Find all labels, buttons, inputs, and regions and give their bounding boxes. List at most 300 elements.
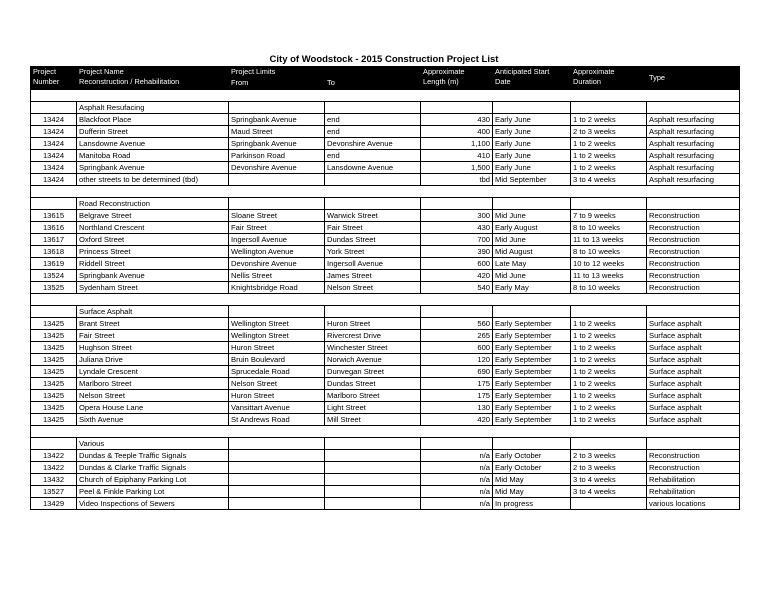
section-spacer-cell <box>325 197 421 209</box>
cell-start: Mid June <box>493 233 571 245</box>
cell-name: Brant Street <box>77 317 229 329</box>
cell-type: Asphalt resurfacing <box>647 137 740 149</box>
table-row <box>31 245 740 257</box>
header-from: From <box>229 78 325 89</box>
cell-num: 13424 <box>31 113 77 125</box>
cell-type: Surface asphalt <box>647 329 740 341</box>
spacer-cell <box>571 89 647 101</box>
cell-from: Nellis Street <box>229 269 325 281</box>
cell-length: 390 <box>421 245 493 257</box>
table-row <box>31 149 740 161</box>
cell-length: 175 <box>421 377 493 389</box>
cell-start: Early June <box>493 137 571 149</box>
header-project-name-line2: Reconstruction / Rehabilitation <box>79 76 180 86</box>
page-title: City of Woodstock - 2015 Construction Project List <box>269 54 499 65</box>
section-spacer-cell <box>229 305 325 317</box>
cell-type: Reconstruction <box>647 221 740 233</box>
header-length <box>421 67 493 90</box>
cell-name: Lyndale Crescent <box>77 365 229 377</box>
header-start <box>493 67 571 90</box>
cell-type: Surface asphalt <box>647 353 740 365</box>
spacer-row <box>31 89 740 101</box>
cell-num: 13424 <box>31 173 77 185</box>
cell-to: James Street <box>325 269 421 281</box>
spacer-cell <box>493 425 571 437</box>
section-spacer-cell <box>647 305 740 317</box>
table-row <box>31 221 740 233</box>
cell-start: Early June <box>493 113 571 125</box>
spacer-cell <box>647 425 740 437</box>
cell-name: Juliana Drive <box>77 353 229 365</box>
table-row <box>31 401 740 413</box>
cell-type: Surface asphalt <box>647 413 740 425</box>
cell-start: Early September <box>493 377 571 389</box>
header-project-name <box>77 67 229 90</box>
section-spacer-cell <box>421 197 493 209</box>
header-duration-line1: Approximate <box>573 67 615 76</box>
cell-type: Rehabilitation <box>647 485 740 497</box>
spacer-cell <box>421 425 493 437</box>
cell-type: Reconstruction <box>647 461 740 473</box>
spacer-cell <box>229 89 325 101</box>
cell-to <box>325 497 421 509</box>
table-row <box>31 173 740 185</box>
table-row <box>31 161 740 173</box>
cell-from: Fair Street <box>229 221 325 233</box>
cell-type: Surface asphalt <box>647 341 740 353</box>
section-title: Asphalt Resufacing <box>77 101 229 113</box>
cell-type: Rehabilitation <box>647 473 740 485</box>
cell-type: Surface asphalt <box>647 401 740 413</box>
cell-length: 410 <box>421 149 493 161</box>
cell-duration: 2 to 3 weeks <box>571 461 647 473</box>
cell-from: Wellington Street <box>229 329 325 341</box>
header-length-line2: Length (m) <box>423 76 459 86</box>
cell-length: 540 <box>421 281 493 293</box>
cell-from <box>229 173 325 185</box>
cell-from <box>229 473 325 485</box>
cell-from <box>229 485 325 497</box>
cell-name: Nelson Street <box>77 389 229 401</box>
section-spacer-cell <box>493 197 571 209</box>
cell-duration: 1 to 2 weeks <box>571 161 647 173</box>
cell-type: Surface asphalt <box>647 365 740 377</box>
cell-to: Fair Street <box>325 221 421 233</box>
cell-name: Sixth Avenue <box>77 413 229 425</box>
section-spacer-cell <box>229 101 325 113</box>
cell-name: other streets to be determined (tbd) <box>77 173 229 185</box>
table-row <box>31 329 740 341</box>
table-row <box>31 257 740 269</box>
cell-start: Early October <box>493 449 571 461</box>
header-start-line1: Anticipated Start <box>495 67 550 76</box>
cell-to <box>325 173 421 185</box>
section-spacer-cell <box>31 101 77 113</box>
cell-start: Early September <box>493 389 571 401</box>
cell-name: Dundas & Clarke Traffic Signals <box>77 461 229 473</box>
cell-type: Asphalt resurfacing <box>647 113 740 125</box>
cell-start: Mid September <box>493 173 571 185</box>
table-row <box>31 341 740 353</box>
cell-length: 420 <box>421 269 493 281</box>
cell-from <box>229 449 325 461</box>
spacer-cell <box>647 89 740 101</box>
cell-from: Devonshire Avenue <box>229 161 325 173</box>
spacer-cell <box>31 425 77 437</box>
spacer-cell <box>493 89 571 101</box>
header-to: To <box>325 78 421 89</box>
cell-num: 13422 <box>31 461 77 473</box>
cell-length: 175 <box>421 389 493 401</box>
cell-type: Surface asphalt <box>647 377 740 389</box>
spacer-cell <box>31 185 77 197</box>
spacer-cell <box>325 425 421 437</box>
cell-num: 13615 <box>31 209 77 221</box>
cell-duration: 1 to 2 weeks <box>571 377 647 389</box>
cell-from <box>229 497 325 509</box>
cell-length: n/a <box>421 461 493 473</box>
cell-length: n/a <box>421 497 493 509</box>
section-spacer-cell <box>571 101 647 113</box>
cell-length: 1,100 <box>421 137 493 149</box>
cell-to: Light Street <box>325 401 421 413</box>
cell-length: 430 <box>421 113 493 125</box>
section-title: Various <box>77 437 229 449</box>
table-row <box>31 365 740 377</box>
cell-start: Mid June <box>493 209 571 221</box>
cell-duration: 3 to 4 weeks <box>571 473 647 485</box>
cell-to: Rivercrest Drive <box>325 329 421 341</box>
cell-num: 13424 <box>31 161 77 173</box>
cell-num: 13425 <box>31 401 77 413</box>
section-header-row <box>31 197 740 209</box>
cell-duration: 3 to 4 weeks <box>571 173 647 185</box>
cell-num: 13429 <box>31 497 77 509</box>
cell-duration: 1 to 2 weeks <box>571 353 647 365</box>
cell-name: Video Inspections of Sewers <box>77 497 229 509</box>
cell-from: Wellington Avenue <box>229 245 325 257</box>
cell-to <box>325 485 421 497</box>
cell-from: St Andrews Road <box>229 413 325 425</box>
cell-duration: 1 to 2 weeks <box>571 113 647 125</box>
spacer-cell <box>31 89 77 101</box>
cell-duration: 1 to 2 weeks <box>571 413 647 425</box>
cell-to <box>325 473 421 485</box>
cell-start: Early October <box>493 461 571 473</box>
cell-to: Dundas Street <box>325 377 421 389</box>
spacer-row <box>31 425 740 437</box>
spacer-cell <box>571 293 647 305</box>
cell-to: end <box>325 149 421 161</box>
spacer-cell <box>229 425 325 437</box>
table-row <box>31 113 740 125</box>
cell-duration: 7 to 9 weeks <box>571 209 647 221</box>
header-duration <box>571 67 647 90</box>
cell-start: Mid June <box>493 269 571 281</box>
cell-from <box>229 461 325 473</box>
cell-to: Dunvegan Street <box>325 365 421 377</box>
cell-to <box>325 449 421 461</box>
table-row <box>31 137 740 149</box>
section-header-row <box>31 101 740 113</box>
cell-from: Wellington Street <box>229 317 325 329</box>
cell-to: York Street <box>325 245 421 257</box>
cell-length: 600 <box>421 341 493 353</box>
section-spacer-cell <box>325 101 421 113</box>
cell-length: n/a <box>421 485 493 497</box>
header-duration-line2: Duration <box>573 76 601 86</box>
section-spacer-cell <box>325 305 421 317</box>
cell-from: Maud Street <box>229 125 325 137</box>
cell-name: Fair Street <box>77 329 229 341</box>
cell-duration <box>571 497 647 509</box>
cell-type: Reconstruction <box>647 245 740 257</box>
table-row <box>31 317 740 329</box>
cell-name: Marlboro Street <box>77 377 229 389</box>
cell-length: 420 <box>421 413 493 425</box>
cell-name: Manitoba Road <box>77 149 229 161</box>
cell-type: Reconstruction <box>647 257 740 269</box>
spacer-cell <box>77 293 229 305</box>
cell-length: 430 <box>421 221 493 233</box>
cell-start: Early August <box>493 221 571 233</box>
cell-num: 13425 <box>31 413 77 425</box>
cell-duration: 8 to 10 weeks <box>571 245 647 257</box>
cell-from: Huron Street <box>229 389 325 401</box>
header-project-number <box>31 67 77 90</box>
cell-duration: 2 to 3 weeks <box>571 125 647 137</box>
cell-type: Surface asphalt <box>647 317 740 329</box>
cell-from: Bruin Boulevard <box>229 353 325 365</box>
cell-length: 130 <box>421 401 493 413</box>
cell-name: Sydenham Street <box>77 281 229 293</box>
header-row <box>31 67 740 78</box>
cell-to <box>325 461 421 473</box>
cell-duration: 8 to 10 weeks <box>571 281 647 293</box>
section-spacer-cell <box>421 101 493 113</box>
cell-start: Late May <box>493 257 571 269</box>
cell-to: Norwich Avenue <box>325 353 421 365</box>
cell-start: Mid May <box>493 485 571 497</box>
cell-num: 13425 <box>31 341 77 353</box>
cell-length: 600 <box>421 257 493 269</box>
cell-type: various locations <box>647 497 740 509</box>
spacer-cell <box>325 185 421 197</box>
cell-name: Dundas & Teeple Traffic Signals <box>77 449 229 461</box>
spacer-cell <box>571 425 647 437</box>
spacer-cell <box>571 185 647 197</box>
table-body <box>31 67 740 510</box>
cell-name: Hughson Street <box>77 341 229 353</box>
cell-duration: 1 to 2 weeks <box>571 389 647 401</box>
table-row <box>31 473 740 485</box>
table-row <box>31 281 740 293</box>
section-spacer-cell <box>647 101 740 113</box>
cell-type: Asphalt resurfacing <box>647 173 740 185</box>
cell-from: Sloane Street <box>229 209 325 221</box>
cell-num: 13424 <box>31 125 77 137</box>
section-header-row <box>31 437 740 449</box>
cell-start: Early September <box>493 365 571 377</box>
cell-type: Reconstruction <box>647 281 740 293</box>
cell-length: 560 <box>421 317 493 329</box>
table-row <box>31 389 740 401</box>
cell-to: Mill Street <box>325 413 421 425</box>
cell-num: 13425 <box>31 317 77 329</box>
cell-num: 13425 <box>31 389 77 401</box>
section-title: Surface Asphalt <box>77 305 229 317</box>
cell-type: Asphalt resurfacing <box>647 125 740 137</box>
spacer-cell <box>229 293 325 305</box>
cell-start: Early September <box>493 413 571 425</box>
section-spacer-cell <box>421 305 493 317</box>
spacer-cell <box>421 185 493 197</box>
cell-name: Springbank Avenue <box>77 269 229 281</box>
header-start-line2: Date <box>495 76 511 86</box>
header-project-number-line2: Number <box>33 76 60 86</box>
cell-duration: 1 to 2 weeks <box>571 317 647 329</box>
cell-num: 13617 <box>31 233 77 245</box>
cell-num: 13527 <box>31 485 77 497</box>
cell-num: 13425 <box>31 353 77 365</box>
cell-length: 265 <box>421 329 493 341</box>
cell-duration: 11 to 13 weeks <box>571 233 647 245</box>
cell-from: Parkinson Road <box>229 149 325 161</box>
section-spacer-cell <box>493 437 571 449</box>
cell-name: Belgrave Street <box>77 209 229 221</box>
cell-to: Warwick Street <box>325 209 421 221</box>
table-row <box>31 233 740 245</box>
cell-start: In progress <box>493 497 571 509</box>
cell-name: Lansdowne Avenue <box>77 137 229 149</box>
table-row <box>31 269 740 281</box>
cell-name: Blackfoot Place <box>77 113 229 125</box>
cell-length: 300 <box>421 209 493 221</box>
cell-name: Dufferin Street <box>77 125 229 137</box>
cell-start: Early September <box>493 401 571 413</box>
spacer-cell <box>229 185 325 197</box>
cell-to: Huron Street <box>325 317 421 329</box>
spacer-cell <box>325 293 421 305</box>
cell-num: 13425 <box>31 377 77 389</box>
cell-num: 13524 <box>31 269 77 281</box>
cell-to: Winchester Street <box>325 341 421 353</box>
cell-to: Devonshire Avenue <box>325 137 421 149</box>
cell-duration: 3 to 4 weeks <box>571 485 647 497</box>
cell-from: Ingersoll Avenue <box>229 233 325 245</box>
cell-to: Marlboro Street <box>325 389 421 401</box>
cell-duration: 11 to 13 weeks <box>571 269 647 281</box>
cell-from: Nelson Street <box>229 377 325 389</box>
section-spacer-cell <box>571 305 647 317</box>
spacer-cell <box>493 293 571 305</box>
table-row <box>31 377 740 389</box>
cell-num: 13619 <box>31 257 77 269</box>
table-row <box>31 413 740 425</box>
spacer-cell <box>77 89 229 101</box>
cell-type: Reconstruction <box>647 269 740 281</box>
section-spacer-cell <box>647 197 740 209</box>
cell-num: 13424 <box>31 137 77 149</box>
section-spacer-cell <box>31 437 77 449</box>
cell-from: Knightsbridge Road <box>229 281 325 293</box>
cell-duration: 1 to 2 weeks <box>571 365 647 377</box>
header-project-name-line1: Project Name <box>79 67 124 76</box>
cell-length: 700 <box>421 233 493 245</box>
cell-to: Nelson Street <box>325 281 421 293</box>
cell-length: 120 <box>421 353 493 365</box>
cell-duration: 1 to 2 weeks <box>571 329 647 341</box>
cell-start: Early September <box>493 329 571 341</box>
cell-name: Peel & Finkle Parking Lot <box>77 485 229 497</box>
spacer-cell <box>31 293 77 305</box>
cell-from: Springbank Avenue <box>229 113 325 125</box>
table-row <box>31 461 740 473</box>
cell-start: Early May <box>493 281 571 293</box>
spacer-cell <box>77 185 229 197</box>
cell-type: Surface asphalt <box>647 389 740 401</box>
table-row <box>31 497 740 509</box>
cell-duration: 10 to 12 weeks <box>571 257 647 269</box>
cell-length: n/a <box>421 473 493 485</box>
header-length-line1: Approximate <box>423 67 465 76</box>
section-spacer-cell <box>229 197 325 209</box>
cell-to: Ingersoll Avenue <box>325 257 421 269</box>
spacer-cell <box>493 185 571 197</box>
section-spacer-cell <box>421 437 493 449</box>
cell-name: Springbank Avenue <box>77 161 229 173</box>
section-spacer-cell <box>229 437 325 449</box>
cell-start: Mid August <box>493 245 571 257</box>
cell-name: Princess Street <box>77 245 229 257</box>
section-spacer-cell <box>647 437 740 449</box>
cell-num: 13525 <box>31 281 77 293</box>
cell-from: Huron Street <box>229 341 325 353</box>
section-spacer-cell <box>571 437 647 449</box>
spacer-row <box>31 185 740 197</box>
cell-to: Dundas Street <box>325 233 421 245</box>
spacer-row <box>31 293 740 305</box>
cell-duration: 2 to 3 weeks <box>571 449 647 461</box>
header-project-number-line1: Project <box>33 67 57 76</box>
cell-duration: 1 to 2 weeks <box>571 137 647 149</box>
cell-type: Reconstruction <box>647 233 740 245</box>
cell-num: 13425 <box>31 365 77 377</box>
cell-to: Lansdowne Avenue <box>325 161 421 173</box>
cell-type: Reconstruction <box>647 449 740 461</box>
cell-type: Asphalt resurfacing <box>647 149 740 161</box>
header-type: Type <box>647 67 740 90</box>
cell-start: Early June <box>493 161 571 173</box>
table-row <box>31 353 740 365</box>
cell-duration: 1 to 2 weeks <box>571 401 647 413</box>
cell-name: Oxford Street <box>77 233 229 245</box>
cell-duration: 8 to 10 weeks <box>571 221 647 233</box>
section-spacer-cell <box>493 101 571 113</box>
cell-start: Early September <box>493 317 571 329</box>
cell-start: Early September <box>493 353 571 365</box>
cell-duration: 1 to 2 weeks <box>571 149 647 161</box>
spacer-cell <box>421 89 493 101</box>
cell-length: 400 <box>421 125 493 137</box>
cell-type: Reconstruction <box>647 209 740 221</box>
cell-to: end <box>325 113 421 125</box>
cell-start: Early June <box>493 125 571 137</box>
cell-length: n/a <box>421 449 493 461</box>
cell-num: 13422 <box>31 449 77 461</box>
cell-length: 690 <box>421 365 493 377</box>
spacer-cell <box>647 185 740 197</box>
